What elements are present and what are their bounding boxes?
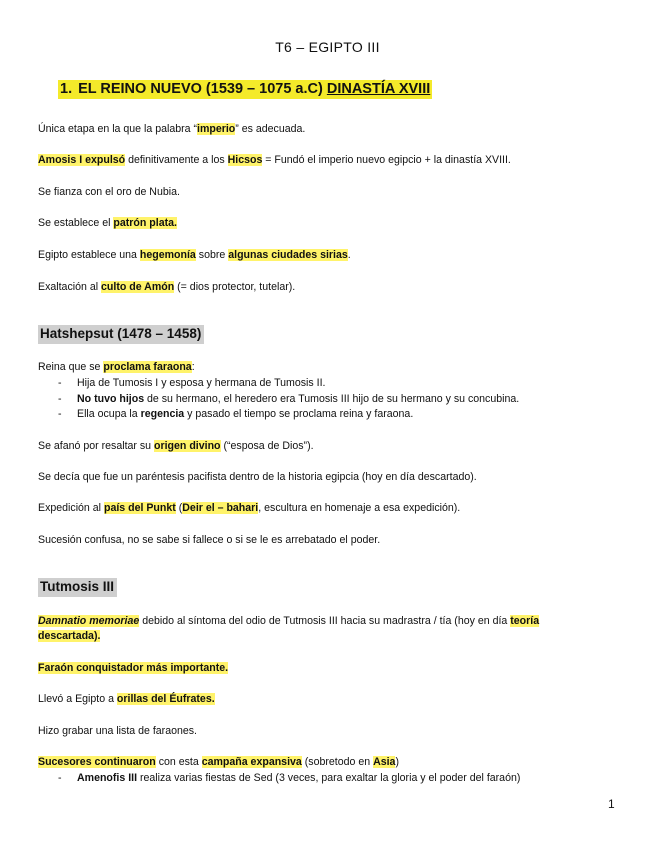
highlight-text: hegemonía	[139, 249, 196, 261]
highlight-text: Hicsos	[227, 154, 263, 166]
paragraph	[38, 502, 460, 515]
highlight-text: orillas del Éufrates.	[116, 693, 215, 705]
text: con esta	[155, 756, 202, 768]
highlight-text: regencia	[140, 408, 185, 420]
section-title: EL REINO NUEVO (1539 – 1075 a.C)	[78, 81, 323, 97]
text: Egipto establece una	[38, 249, 140, 261]
paragraph	[38, 440, 314, 453]
text: Se fianza con el oro de Nubia.	[38, 186, 180, 198]
highlight-text: patrón plata.	[113, 217, 177, 229]
text: )	[395, 756, 399, 768]
highlight-text: Sucesores continuaron	[38, 756, 156, 768]
text: Se establece el	[38, 217, 114, 229]
paragraph	[38, 756, 399, 769]
page-number: 1	[608, 797, 615, 811]
highlight-text: descartada).	[38, 630, 101, 642]
text: (= dios protector, tutelar).	[174, 281, 296, 293]
highlight-text: Deir el – bahari	[182, 502, 259, 514]
highlight-text: algunas ciudades sirias	[228, 249, 348, 261]
paragraph	[38, 615, 539, 628]
highlight-text: Amosis I expulsó	[38, 154, 126, 166]
paragraph: Sucesión confusa, no se sabe si fallece o si se le es arrebatado el poder.	[38, 534, 381, 546]
text: (sobretodo en	[301, 756, 374, 768]
highlight-text: campaña expansiva	[201, 756, 302, 768]
subheading-tutmosis: Tutmosis III	[38, 578, 117, 597]
text: Expedición al	[38, 502, 104, 514]
text: Hija de Tumosis I y esposa y hermana de Tumosis II.	[77, 377, 326, 389]
highlight-text: culto de Amón	[101, 281, 175, 293]
paragraph: Hizo grabar una lista de faraones.	[38, 725, 197, 737]
subheading-hatshepsut: Hatshepsut (1478 – 1458)	[38, 325, 204, 344]
text: (“esposa de Dios”).	[220, 440, 314, 452]
paragraph: Se decía que fue un paréntesis pacifista dentro de la historia egipcia (hoy en día descartado).	[38, 471, 477, 483]
text: de su hermano, el heredero era Tumosis III hijo de su hermano y su concubina.	[144, 393, 520, 405]
highlight-text: Asia	[373, 756, 396, 768]
highlight-text: Amenofis III	[77, 772, 138, 784]
section-heading-reino-nuevo	[58, 80, 432, 99]
section-number: 1.	[60, 81, 73, 97]
document-title: T6 – EGIPTO III	[275, 39, 380, 55]
text: definitivamente a los	[125, 154, 228, 166]
text: Exaltación al	[38, 281, 102, 293]
list-item-text	[77, 408, 413, 421]
bullet-dash: -	[58, 408, 62, 420]
paragraph	[38, 249, 351, 262]
text: Llevó a Egipto a	[38, 693, 117, 705]
highlight-text: origen divino	[154, 440, 221, 452]
paragraph-continuation	[38, 630, 100, 643]
text: sobre	[195, 249, 229, 261]
paragraph	[38, 693, 215, 706]
list-item-text	[77, 772, 520, 785]
text: (	[175, 502, 183, 514]
section-dynasty: DINASTÍA XVIII	[326, 81, 431, 97]
bullet-dash: -	[58, 377, 62, 389]
highlight-text: Damnatio memoriae	[38, 615, 140, 627]
bullet-dash: -	[58, 772, 62, 784]
highlight-text: No tuvo hijos	[77, 393, 145, 405]
paragraph	[38, 361, 195, 374]
text: = Fundó el imperio nuevo egipcio + la dinastía XVIII.	[262, 154, 511, 166]
paragraph	[38, 662, 228, 675]
paragraph	[38, 123, 305, 136]
text: Ella ocupa la	[77, 408, 141, 420]
paragraph	[38, 154, 511, 167]
highlight-text: Faraón conquistador más importante.	[38, 662, 229, 674]
text: Se afanó por resaltar su	[38, 440, 155, 452]
text: ” es adecuada.	[235, 123, 306, 135]
highlight-text: proclama faraona	[103, 361, 192, 373]
text: :	[191, 361, 195, 373]
text: .	[347, 249, 351, 261]
highlight-text: teoría	[510, 615, 540, 627]
highlight-text: país del Punkt	[103, 502, 176, 514]
paragraph	[38, 281, 295, 294]
list-item-text	[77, 393, 519, 406]
text: Reina que se	[38, 361, 104, 373]
text: debido al síntoma del odio de Tutmosis III hacia su madrastra / tía (hoy en día	[139, 615, 511, 627]
text: realiza varias fiestas de Sed (3 veces, para exaltar la gloria y el poder del faraón)	[137, 772, 521, 784]
text: y pasado el tiempo se proclama reina y faraona.	[184, 408, 414, 420]
highlight-text: imperio	[197, 123, 236, 135]
paragraph	[38, 186, 180, 199]
text: Única etapa en la que la palabra “	[38, 123, 198, 135]
text: , escultura en homenaje a esa expedición).	[258, 502, 461, 514]
bullet-dash: -	[58, 393, 62, 405]
paragraph	[38, 217, 177, 230]
